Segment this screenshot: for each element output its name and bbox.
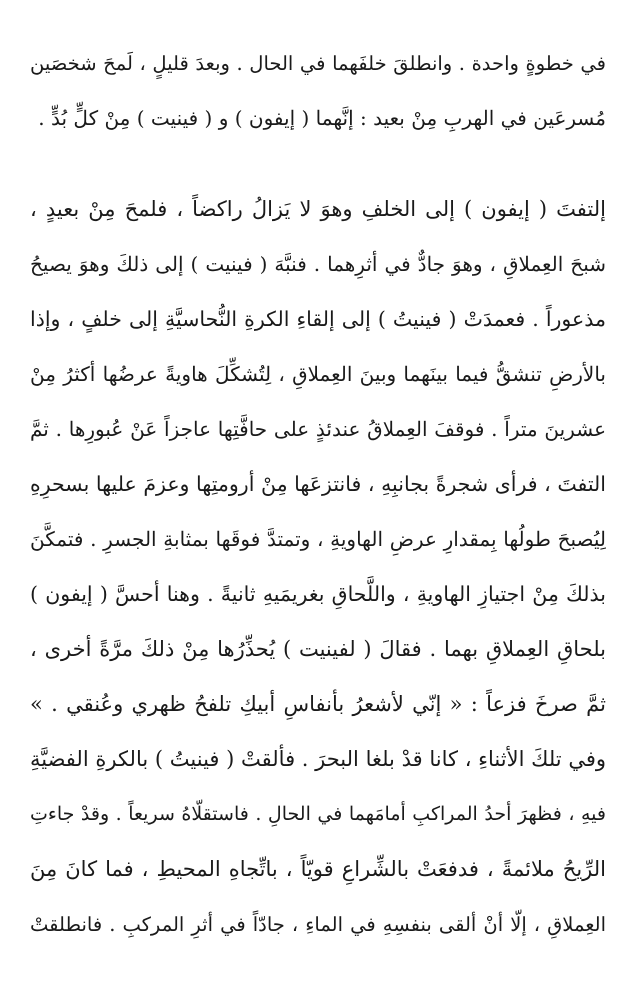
text-line: الرِّيحُ ملائمةً ، فدفعَتْ بالشِّراعِ قويّاً ، باتِّجاهِ المحيطِ ، فما كانَ مِنَ bbox=[30, 857, 606, 881]
paragraph-2 bbox=[30, 182, 606, 952]
paragraph-1 bbox=[30, 36, 606, 146]
text-line: بلحاقِ العِملاقِ بهما . فقالَ ( لفينيت ) يُحذِّرُها مِنْ ذلكَ مرَّةً أخرى ، bbox=[30, 637, 606, 661]
text-line: مذعوراً . فعمدَتْ ( فينيتُ ) إلى إلقاءِ الكرةِ النُّحاسيَّةِ إلى خلفٍ ، وإذا bbox=[30, 307, 606, 331]
text-line: العِملاقِ ، إلّا أنْ ألقى بنفسِهِ في الماءِ ، جادّاً في أثرِ المركبِ . فانطلقتْ bbox=[30, 913, 606, 936]
text-line: بالأرضِ تنشقُّ فيما بينَهما وبينَ العِملاقِ ، لِتُشكِّلَ هاويةً عرضُها أكثرُ مِنْ bbox=[30, 362, 606, 386]
text-line: إلتفتَ ( إيفون ) إلى الخلفِ وهوَ لا يَزالُ راكضاً ، فلمحَ مِنْ بعيدٍ ، bbox=[30, 197, 606, 221]
text-line: في خطوةٍ واحدة . وانطلقَ خلفَهما في الحال . وبعدَ قليلٍ ، لَمحَ شخصَين bbox=[30, 52, 606, 75]
text-line: ثمَّ صرخَ فزعاً : « إنّي لأشعرُ بأنفاسِ أبيكِ تلفحُ ظهري وعُنقي . » bbox=[30, 692, 606, 716]
text-line: التفتَ ، فرأى شجرةً بجانبِهِ ، فانتزعَها مِنْ أرومتِها وعزمَ عليها بسحرِهِ bbox=[30, 472, 606, 496]
text-line: مُسرعَين في الهربِ مِنْ بعيد : إنَّهما ( إيفون ) و ( فينيت ) مِنْ كلٍّ بُدٍّ . bbox=[38, 106, 606, 130]
text-line: وفي تلكَ الأثناءِ ، كانا قدْ بلغا البحرَ . فألقتْ ( فينيتُ ) بالكرةِ الفضيَّةِ bbox=[30, 747, 606, 771]
text-line: بذلكَ مِنْ اجتيازِ الهاويةِ ، واللَّحاقِ بغريمَيهِ ثانيةً . وهنا أحسَّ ( إيفون ) bbox=[30, 582, 606, 606]
text-line: لِيُصبحَ طولُها بِمقدارِ عرضِ الهاويةِ ، وتمتدَّ فوقَها بمثابةِ الجسرِ . فتمكَّنَ bbox=[30, 527, 606, 551]
text-line: فيهِ ، فظهرَ أحدُ المراكبِ أمامَهما في الحالِ . فاستقلّاهُ سريعاً . وقدْ جاءتِ bbox=[30, 803, 606, 825]
text-line: عشرينَ متراً . فوقفَ العِملاقُ عندئذٍ على حافَّتِها عاجزاً عَنْ عُبورِها . ثمَّ bbox=[30, 417, 606, 441]
text-line: شبحَ العِملاقِ ، وهوَ جادٌّ في أثرِهما . فنبَّهَ ( فينيت ) إلى ذلكَ وهوَ يصيحُ bbox=[30, 252, 606, 276]
